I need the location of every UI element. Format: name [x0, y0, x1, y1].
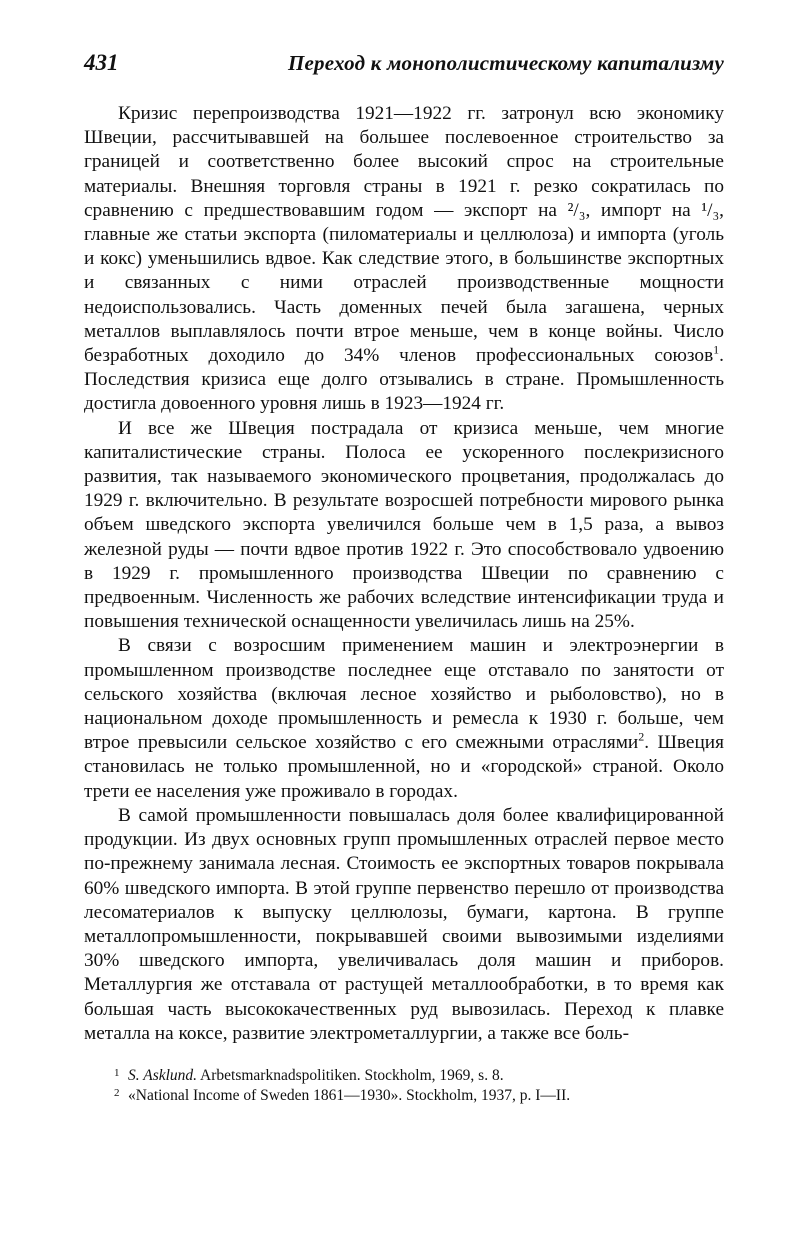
footnote-text: «National Income of Sweden 1861—1930». Stockholm, 1937, p. I—II. — [128, 1086, 571, 1104]
footnote-author: S. Asklund. — [128, 1066, 198, 1084]
paragraph — [84, 417, 724, 635]
footnote-text: Arbetsmarknadspolitiken. Stockholm, 1969, s. 8. — [197, 1066, 504, 1084]
footnotes — [84, 1066, 724, 1106]
paragraph — [84, 804, 724, 1046]
paragraph-text: Кризис перепроизводства 1921—1922 гг. затронул всю экономику Швеции, рассчитывавшей на большее послевоенное строительство за границей и соответственно более высокий спрос на строительные материалы. Внешняя торговля страны в 1921 г. резко сократилась по сравнению с предшествовавшим годом — экспорт на ²/₃, импорт на ¹/₃, главные же статьи экспорта (пиломатериалы и целлюлоза) и импорта (уголь и кокс) уменьшились вдвое. Как следствие этого, в большинстве экспортных и связанных с ними отраслей производственные мощности недоиспользовались. Часть доменных печей была загашена, черных металлов выплавлялось почти втрое меньше, чем в конце войны. Число безработных доходило до 34% членов профессиональных союзов — [84, 103, 724, 367]
footnote — [84, 1086, 724, 1106]
page-number: 431 — [84, 50, 119, 75]
body-text — [84, 102, 724, 1046]
page-header — [84, 50, 724, 76]
paragraph-text: . Последствия кризиса еще долго отзывались в стране. Промышленность достигла довоенного уровня лишь в 1923—1924 гг. — [84, 345, 724, 415]
paragraph-text: В самой промышленности повышалась доля более квалифицированной продукции. Из двух основных групп промышленных отраслей первое место по-прежнему занимала лесная. Стоимость ее экспортных товаров покрывала 60% шведского импорта. В этой группе первенство перешло от производства лесоматериалов к выпуску целлюлозы, бумаги, картона. В группе металлопромышленности, покрывавшей своими вывозимыми изделиями 30% шведского импорта, увеличивалась доля машин и приборов. Металлургия же отставала от растущей металлообработки, в то время как большая часть высококачественных руд вывозилась. Переход к плавке металла на коксе, развитие электрометаллургии, а также все боль- — [84, 804, 724, 1044]
paragraph — [84, 634, 724, 803]
running-title: Переход к монополистическому капитализму — [288, 51, 724, 75]
footnote-content — [128, 1066, 504, 1086]
footnote-content — [128, 1086, 570, 1106]
footnote-reference: 2 — [638, 729, 645, 744]
footnote-marker: 2 — [114, 1086, 120, 1099]
paragraph-text: И все же Швеция пострадала от кризиса меньше, чем многие капиталистические страны. Полоса ее ускоренного послекризисного развития, так называемого экономического процветания, продолжалась до 1929 г. включительно. В результате возросшей потребности мирового рынка объем шведского экспорта увеличился больше чем в 1,5 раза, а вывоз железной руды — почти вдвое против 1922 г. Это способствовало удвоению в 1929 г. промышленного производства Швеции по сравнению с предвоенным. Численность же рабочих вследствие интенсификации труда и повышения технической оснащенности увеличилась лишь на 25%. — [84, 417, 724, 633]
footnote-marker: 1 — [114, 1066, 120, 1079]
paragraph — [84, 102, 724, 417]
footnote-reference: 1 — [713, 342, 720, 357]
footnote — [84, 1066, 724, 1086]
paragraph-text: . Швеция становилась не только промышленной, но и «городской» страной. Около трети ее населения уже проживало в городах. — [84, 732, 724, 802]
paragraph-text: В связи с возросшим применением машин и электроэнергии в промышленном производстве последнее еще отставало по занятости от сельского хозяйства (включая лесное хозяйство и рыболовство), но в национальном доходе промышленность и ремесла к 1930 г. больше, чем втрое превысили сельское хозяйство с его смежными отраслями — [84, 635, 724, 754]
